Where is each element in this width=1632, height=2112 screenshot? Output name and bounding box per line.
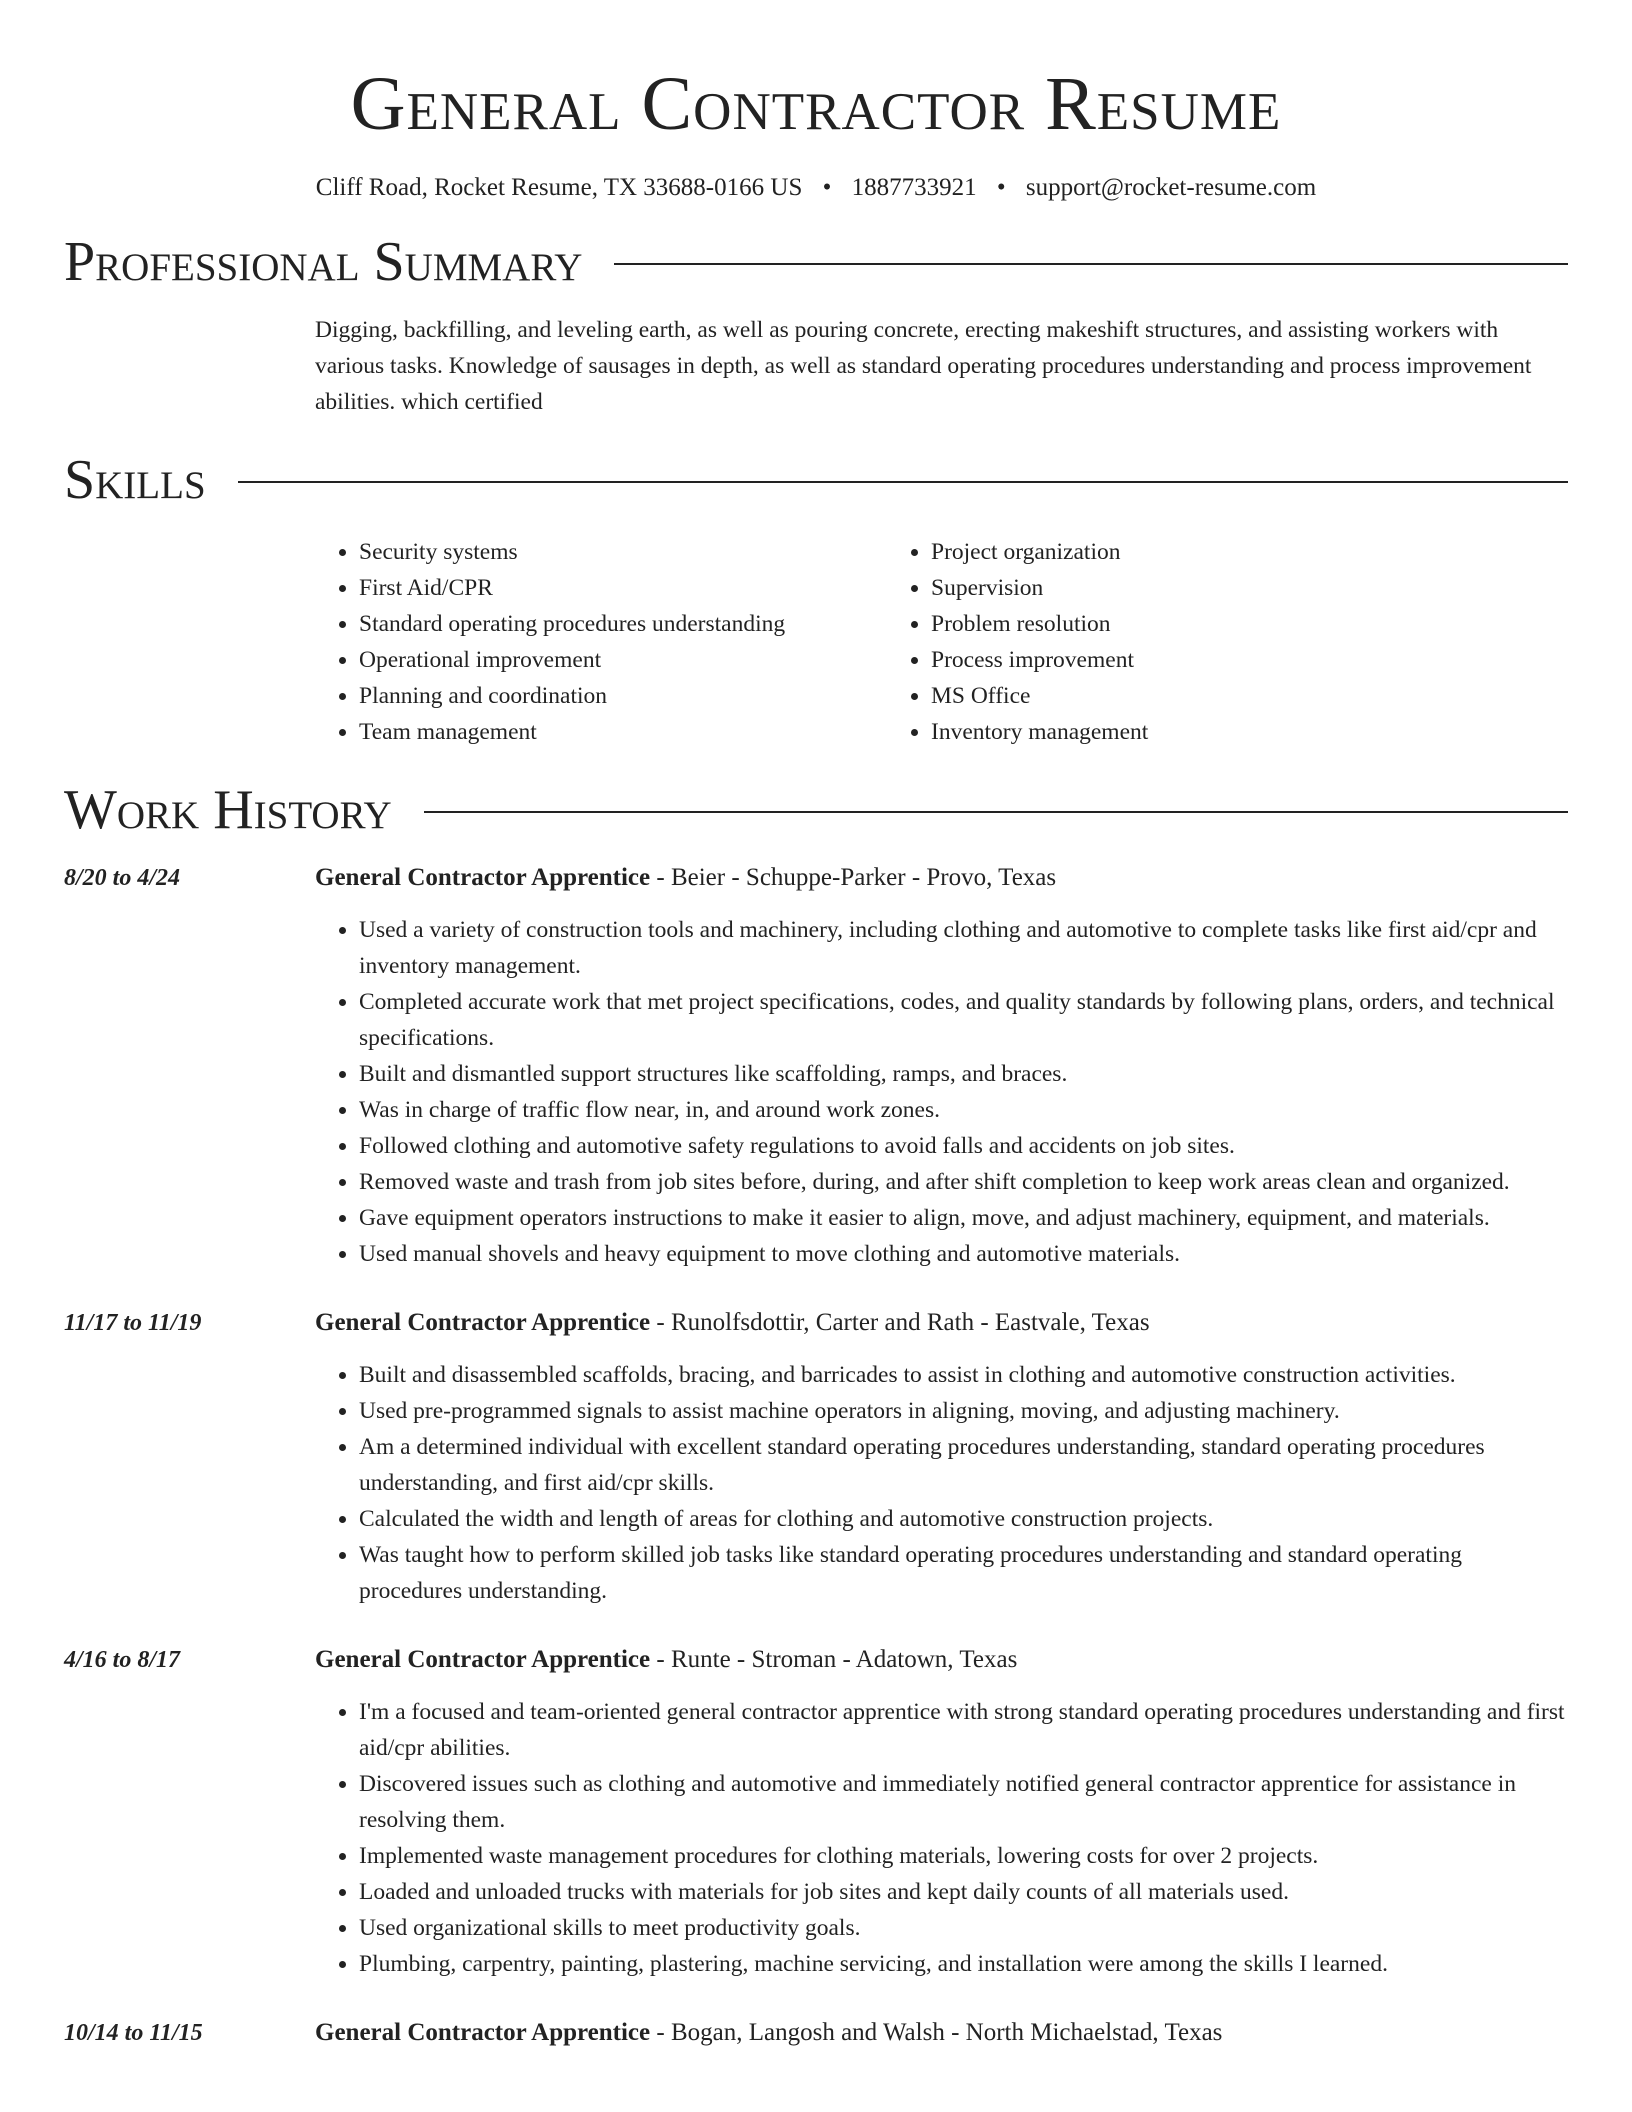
- job-bullet: • Used a variety of construction tools and machinery, including clothing and automotive to complete tasks like first aid/cpr and inventory management.: [359, 912, 1568, 984]
- job-dates: 11/17 to 11/19: [64, 1310, 202, 1336]
- job-bullet: • Loaded and unloaded trucks with materials for job sites and kept daily counts of all materials used.: [359, 1874, 1568, 1910]
- skill-item: • Standard operating procedures understanding: [359, 606, 887, 642]
- contact-separator: •: [996, 174, 1006, 201]
- skill-item: • First Aid/CPR: [359, 570, 887, 606]
- job-entry: [64, 860, 1568, 1272]
- contact-email: support@rocket-resume.com: [1025, 174, 1317, 201]
- skill-item: • Security systems: [359, 534, 887, 570]
- job-dates: 8/20 to 4/24: [64, 865, 181, 891]
- skill-item: • Project organization: [931, 534, 1568, 570]
- contact-separator: •: [822, 174, 832, 201]
- skill-item: • Team management: [359, 714, 887, 750]
- skill-item: • Planning and coordination: [359, 678, 887, 714]
- job-header: [315, 860, 1568, 896]
- job-bullets: [315, 1357, 1568, 1609]
- job-entry: [64, 2015, 1568, 2051]
- skill-item: • MS Office: [931, 678, 1568, 714]
- job-bullet: • Used pre-programmed signals to assist machine operators in aligning, moving, and adjusting machinery.: [359, 1393, 1568, 1429]
- job-bullet: • Was in charge of traffic flow near, in, and around work zones.: [359, 1092, 1568, 1128]
- job-bullet: • Used organizational skills to meet productivity goals.: [359, 1910, 1568, 1946]
- job-bullet: • Plumbing, carpentry, painting, plastering, machine servicing, and installation were among the skills I learned.: [359, 1946, 1568, 1982]
- job-dates: 10/14 to 11/15: [64, 2020, 203, 2046]
- resume-title: General Contractor Resume: [350, 62, 1282, 146]
- job-bullet: • I'm a focused and team-oriented general contractor apprentice with strong standard operating procedures understanding and first aid/cpr abilities.: [359, 1694, 1568, 1766]
- skills-list-right: [887, 534, 1568, 750]
- skill-item: • Supervision: [931, 570, 1568, 606]
- contact-phone: 1887733921: [851, 174, 977, 201]
- job-role: General Contractor Apprentice: [315, 1309, 651, 1336]
- summary-heading: Professional Summary: [64, 231, 583, 293]
- job-bullet: • Calculated the width and length of areas for clothing and automotive construction projects.: [359, 1501, 1568, 1537]
- work-section-header: [64, 778, 1568, 842]
- job-bullet: • Was taught how to perform skilled job tasks like standard operating procedures understanding and standard operating procedures understanding.: [359, 1537, 1568, 1609]
- job-bullet: • Am a determined individual with excellent standard operating procedures understanding, standard operating procedures understanding, and first aid/cpr skills.: [359, 1429, 1568, 1501]
- section-divider: [614, 263, 1568, 265]
- job-bullets: [315, 1694, 1568, 1982]
- skill-item: • Problem resolution: [931, 606, 1568, 642]
- job-bullet: • Followed clothing and automotive safety regulations to avoid falls and accidents on job sites.: [359, 1128, 1568, 1164]
- job-employer: - Beier - Schuppe-Parker - Provo, Texas: [650, 864, 1057, 891]
- job-role: General Contractor Apprentice: [315, 864, 651, 891]
- job-bullet: • Completed accurate work that met project specifications, codes, and quality standards by following plans, orders, and technical specifications.: [359, 984, 1568, 1056]
- skills-heading: Skills: [64, 449, 206, 511]
- skill-item: • Process improvement: [931, 642, 1568, 678]
- job-bullet: • Used manual shovels and heavy equipment to move clothing and automotive materials.: [359, 1236, 1568, 1272]
- job-bullet: • Built and dismantled support structures like scaffolding, ramps, and braces.: [359, 1056, 1568, 1092]
- contact-line: [64, 172, 1568, 204]
- skills-section-header: [64, 448, 1568, 512]
- job-role: General Contractor Apprentice: [315, 2019, 651, 2046]
- section-divider: [424, 811, 1568, 813]
- job-bullet: • Discovered issues such as clothing and automotive and immediately notified general contractor apprentice for assistance in resolving them.: [359, 1766, 1568, 1838]
- contact-address: Cliff Road, Rocket Resume, TX 33688-0166 US: [315, 174, 803, 201]
- job-employer: - Runolfsdottir, Carter and Rath - Eastvale, Texas: [650, 1309, 1150, 1336]
- job-header: [315, 1642, 1568, 1678]
- work-heading: Work History: [64, 779, 392, 841]
- summary-text: Digging, backfilling, and leveling earth, as well as pouring concrete, erecting makeshift structures, and assisting workers with various tasks. Knowledge of sausages in depth, as well as standard operating procedures understanding and process improvement abilities. which certified: [315, 317, 1532, 415]
- skill-item: • Inventory management: [931, 714, 1568, 750]
- job-role: General Contractor Apprentice: [315, 1646, 651, 1673]
- skills-list-left: [315, 534, 887, 750]
- skill-item: • Operational improvement: [359, 642, 887, 678]
- job-body: [315, 2015, 1568, 2051]
- job-body: [315, 1642, 1568, 1982]
- summary-section-header: [64, 230, 1568, 294]
- section-divider: [238, 481, 1568, 483]
- job-bullet: • Gave equipment operators instructions to make it easier to align, move, and adjust machinery, equipment, and materials.: [359, 1200, 1568, 1236]
- skills-columns: [315, 534, 1568, 750]
- job-employer: - Bogan, Langosh and Walsh - North Michaelstad, Texas: [650, 2019, 1223, 2046]
- job-bullet: • Removed waste and trash from job sites before, during, and after shift completion to keep work areas clean and organized.: [359, 1164, 1568, 1200]
- job-dates: 4/16 to 8/17: [64, 1647, 181, 1673]
- job-entry: [64, 1642, 1568, 1982]
- job-body: [315, 860, 1568, 1272]
- job-bullet: • Built and disassembled scaffolds, bracing, and barricades to assist in clothing and automotive construction activities.: [359, 1357, 1568, 1393]
- job-header: [315, 1305, 1568, 1341]
- job-bullet: • Implemented waste management procedures for clothing materials, lowering costs for over 2 projects.: [359, 1838, 1568, 1874]
- job-entry: [64, 1305, 1568, 1609]
- job-body: [315, 1305, 1568, 1609]
- job-bullets: [315, 912, 1568, 1272]
- job-header: [315, 2015, 1568, 2051]
- job-employer: - Runte - Stroman - Adatown, Texas: [650, 1646, 1018, 1673]
